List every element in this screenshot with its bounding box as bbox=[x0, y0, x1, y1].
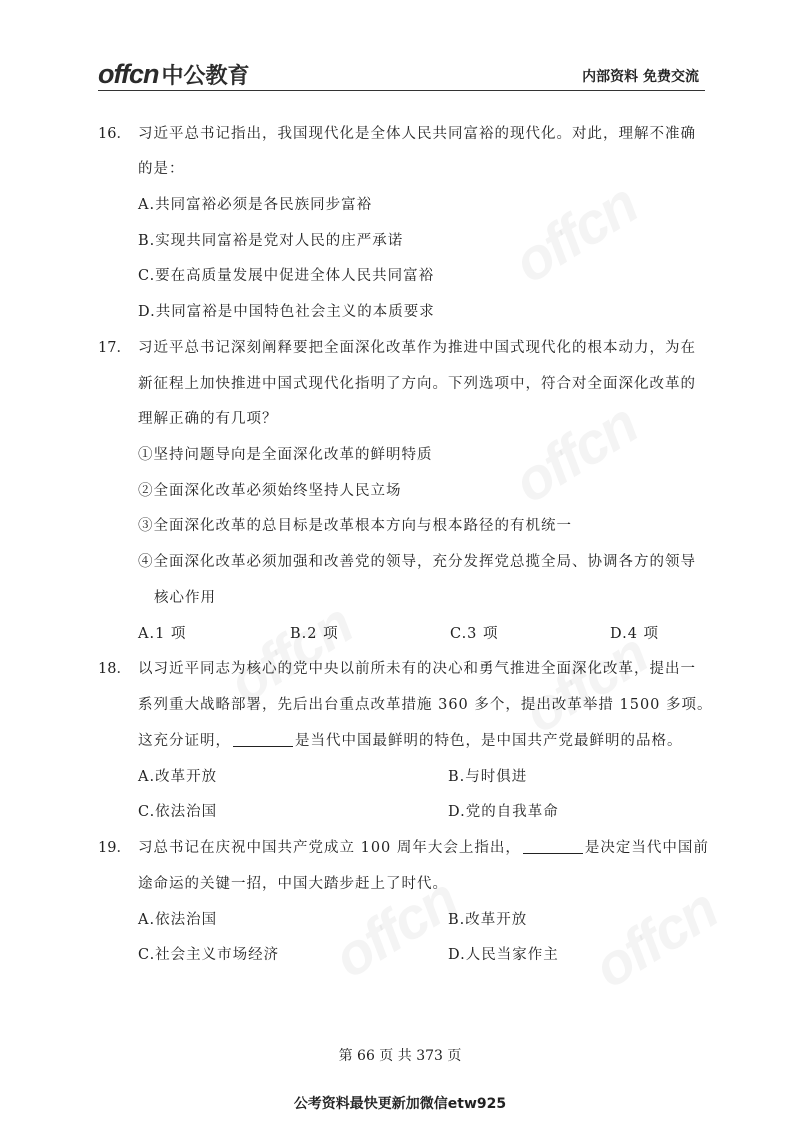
answer-blank bbox=[233, 732, 293, 747]
option-b: B.2 项 bbox=[290, 626, 339, 642]
option-a: A.改革开放 bbox=[138, 769, 218, 785]
offcn-logo bbox=[98, 58, 250, 90]
option-d: D.4 项 bbox=[610, 626, 660, 642]
question-text: 系列重大战略部署，先后出台重点改革措施 360 多个，提出改革举措 1500 多项。 bbox=[138, 697, 713, 713]
question-text: 习近平总书记指出，我国现代化是全体人民共同富裕的现代化。对此，理解不准确 bbox=[138, 126, 696, 142]
watermark bbox=[502, 170, 648, 296]
question-text: 理解正确的有几项？ bbox=[138, 411, 278, 427]
question-text: 新征程上加快推进中国式现代化指明了方向。下列选项中，符合对全面深化改革的 bbox=[138, 376, 696, 392]
option-c: C.社会主义市场经济 bbox=[138, 947, 280, 963]
option-d: D.人民当家作主 bbox=[448, 947, 559, 963]
answer-blank bbox=[523, 839, 583, 854]
logo-text: 中公教育 bbox=[161, 63, 250, 89]
option-a: A.依法治国 bbox=[138, 912, 218, 928]
footer-note: 公考资料最快更新加微信etw925 bbox=[293, 1096, 507, 1112]
statement-item: ③全面深化改革的总目标是改革根本方向与根本路径的有机统一 bbox=[138, 518, 572, 534]
watermark bbox=[502, 390, 648, 516]
header-note: 内部资料 免费交流 bbox=[582, 69, 699, 85]
option-b: B.改革开放 bbox=[448, 912, 528, 928]
option-c: C.依法治国 bbox=[138, 804, 218, 820]
option-a: A.1 项 bbox=[138, 626, 187, 642]
question-text bbox=[138, 729, 683, 750]
option-c: C.要在高质量发展中促进全体人民共同富裕 bbox=[138, 268, 435, 284]
statement-item: ①坚持问题导向是全面深化改革的鲜明特质 bbox=[138, 447, 433, 463]
question-text: 习近平总书记深刻阐释要把全面深化改革作为推进中国式现代化的根本动力，为在 bbox=[138, 340, 696, 356]
option-a: A.共同富裕必须是各民族同步富裕 bbox=[138, 197, 373, 213]
question-text: 途命运的关键一招，中国大踏步赶上了时代。 bbox=[138, 876, 448, 892]
statement-item: ②全面深化改革必须始终坚持人民立场 bbox=[138, 483, 402, 499]
watermark bbox=[582, 875, 728, 1001]
question-number: 19． bbox=[98, 840, 131, 856]
question-text bbox=[138, 836, 709, 857]
option-d: D.党的自我革命 bbox=[448, 804, 559, 820]
question-text-part: 是决定当代中国前 bbox=[584, 840, 709, 856]
question-text-part: 习总书记在庆祝中国共产党成立 100 周年大会上指出， bbox=[138, 840, 521, 856]
option-b: B.与时俱进 bbox=[448, 769, 528, 785]
statement-item: 核心作用 bbox=[154, 590, 216, 606]
option-d: D.共同富裕是中国特色社会主义的本质要求 bbox=[138, 304, 435, 320]
question-number: 17． bbox=[98, 340, 131, 356]
logo-mark: offcn bbox=[98, 58, 159, 89]
statement-item: ④全面深化改革必须加强和改善党的领导，充分发挥党总揽全局、协调各方的领导 bbox=[138, 554, 696, 570]
page-header bbox=[98, 58, 705, 91]
option-c: C.3 项 bbox=[450, 626, 499, 642]
page-number: 第 66 页 共 373 页 bbox=[338, 1048, 462, 1064]
option-b: B.实现共同富裕是党对人民的庄严承诺 bbox=[138, 233, 404, 249]
question-text-part: 是当代中国最鲜明的特色，是中国共产党最鲜明的品格。 bbox=[295, 733, 683, 749]
question-number: 18． bbox=[98, 661, 131, 677]
question-text: 以习近平同志为核心的党中央以前所未有的决心和勇气推进全面深化改革，提出一 bbox=[138, 661, 696, 677]
question-text-part: 这充分证明， bbox=[138, 733, 231, 749]
question-number: 16． bbox=[98, 126, 131, 142]
question-text: 的是： bbox=[138, 161, 185, 177]
